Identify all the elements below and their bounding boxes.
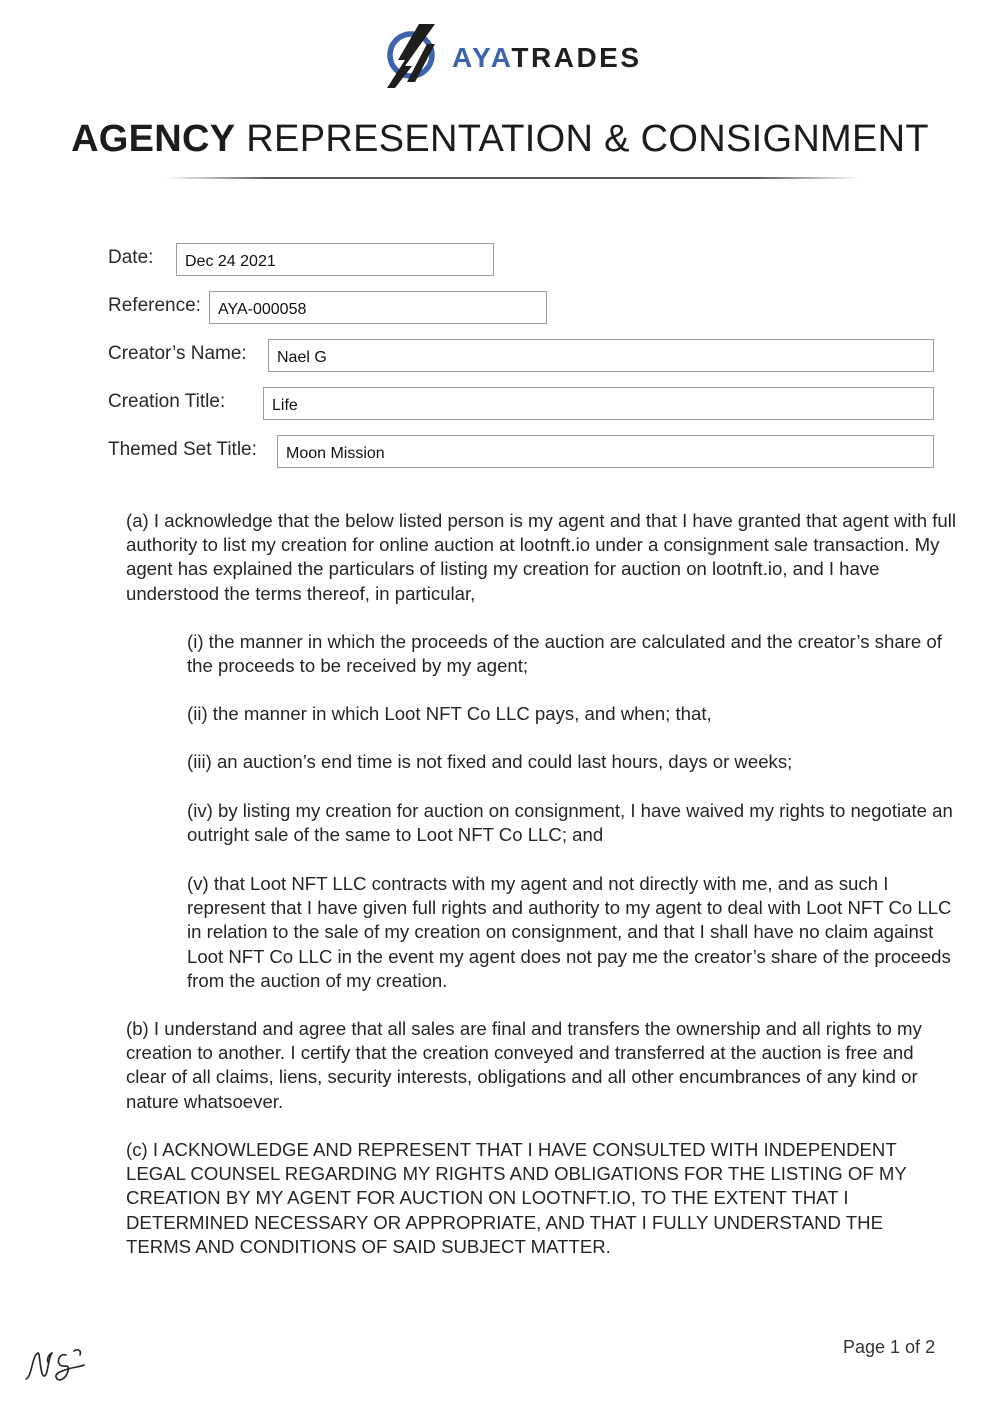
document-title: [0, 118, 1000, 161]
creator-name-label: Creator’s Name:: [108, 343, 247, 364]
brand-name-aya: AYA: [452, 42, 512, 73]
clause-a: (a) I acknowledge that the below listed person is my agent and that I have granted that agent with full authority to list my creation for online auction at lootnft.io under a consignment sale transaction. My agent has explained the particulars of listing my creation for auction on lootnft.io, and I have understood the terms thereof, in particular,: [126, 510, 956, 604]
creation-title-label: Creation Title:: [108, 391, 226, 412]
clause-a-v: (v) that Loot NFT LLC contracts with my agent and not directly with me, and as such I represent that I have given full rights and authority to my agent to deal with Loot NFT Co LLC in relation to the sale of my creation on consignment, and that I shall have no claim against Loot NFT Co LLC in the event my agent does not pay me the creator’s share of the proceeds from the auction of my creation.: [187, 873, 952, 991]
document-title-rest: REPRESENTATION & CONSIGNMENT: [235, 118, 929, 160]
brand-name-trades: TRADES: [511, 42, 642, 73]
brand-name: [452, 42, 642, 74]
reference-field[interactable]: AYA-000058: [209, 291, 547, 324]
creator-name-field[interactable]: Nael G: [268, 339, 934, 372]
signature-initials-icon: [22, 1345, 94, 1387]
page-number: Page 1 of 2: [843, 1337, 936, 1357]
reference-label: Reference:: [108, 295, 201, 316]
brand-logo: [385, 22, 665, 92]
date-field[interactable]: Dec 24 2021: [176, 243, 494, 276]
clause-a-iv: (iv) by listing my creation for auction on consignment, I have waived my rights to negotiate an outright sale of the same to Loot NFT Co LLC; and: [187, 800, 953, 846]
clause-a-ii: (ii) the manner in which Loot NFT Co LLC pays, and when; that,: [187, 703, 712, 724]
clause-a-i: (i) the manner in which the proceeds of the auction are calculated and the creator’s share of the proceeds to be received by my agent;: [187, 631, 942, 677]
creation-title-field[interactable]: Life: [263, 387, 934, 420]
clause-b: (b) I understand and agree that all sales are final and transfers the ownership and all rights to my creation to another. I certify that the creation conveyed and transferred at the auction is free and clear of all claims, liens, security interests, obligations and all other encumbrances of any kind or nature whatsoever.: [126, 1018, 922, 1112]
document-title-bold: AGENCY: [71, 118, 236, 160]
aya-bolt-logo-icon: [385, 22, 445, 90]
themed-set-title-field[interactable]: Moon Mission: [277, 435, 934, 468]
clause-a-iii: (iii) an auction’s end time is not fixed and could last hours, days or weeks;: [187, 751, 793, 772]
date-label: Date:: [108, 247, 154, 268]
clause-c: (c) I ACKNOWLEDGE AND REPRESENT THAT I HAVE CONSULTED WITH INDEPENDENT LEGAL COUNSEL REGARDING MY RIGHTS AND OBLIGATIONS FOR THE LISTING OF MY CREATION BY MY AGENT FOR AUCTION ON LOOTNFT.IO, TO THE EXTENT THAT I DETERMINED NECESSARY OR APPROPRIATE, AND THAT I FULLY UNDERSTAND THE TERMS AND CONDITIONS OF SAID SUBJECT MATTER.: [126, 1139, 907, 1257]
themed-set-title-label: Themed Set Title:: [108, 439, 257, 460]
title-divider: [165, 177, 860, 179]
signature: [22, 1345, 94, 1387]
